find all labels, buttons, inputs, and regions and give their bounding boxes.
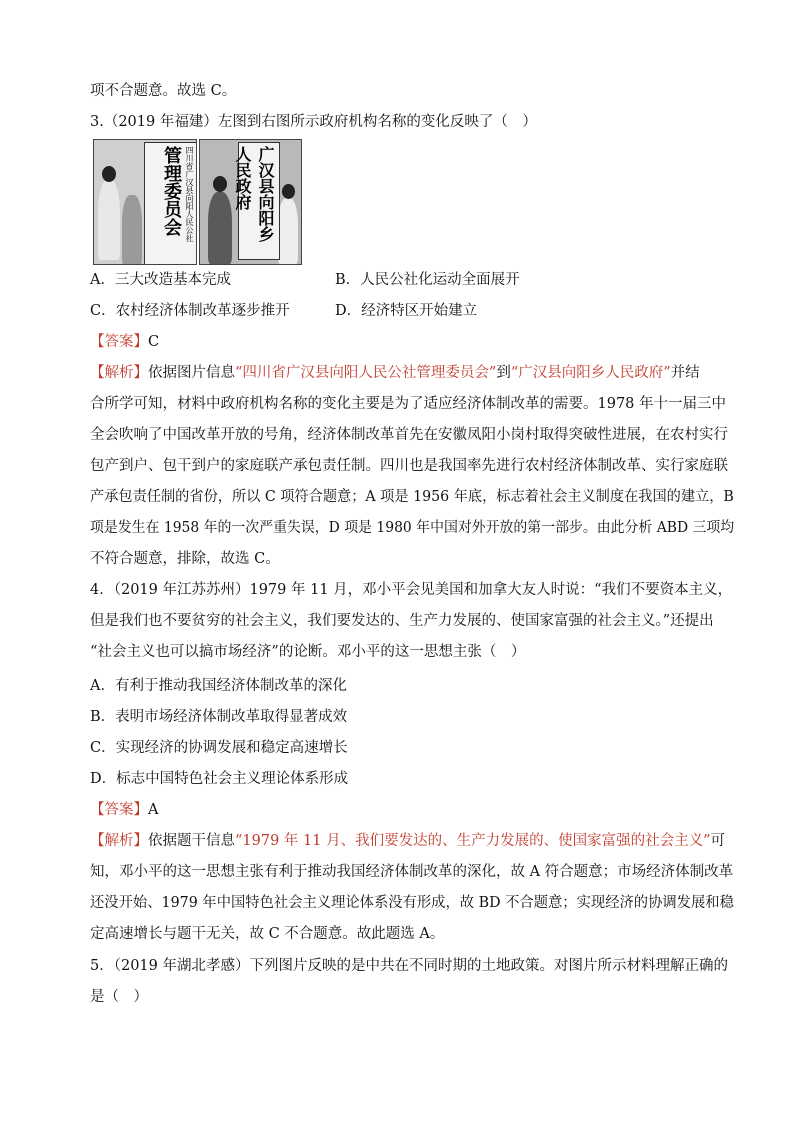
q3-option-b: B．人民公社化运动全面展开 [335, 272, 520, 288]
question-3-stem: 3.（2019 年福建）左图到右图所示政府机构名称的变化反映了（ ） [90, 114, 537, 130]
highlight-quote: “四川省广汉县向阳人民公社管理委员会” [235, 365, 497, 381]
explanation-text: 可 [710, 833, 726, 849]
q3-explanation-line-4: 包产到户、包干到户的家庭联产承包责任制。四川也是我国率先进行农村经济体制改革、实行家庭联 [90, 458, 728, 474]
q3-explanation-line-1 [90, 363, 700, 383]
question-4-stem-2: 但是我们也不要贫穷的社会主义，我们要发达的、生产力发展的、使国家富强的社会主义。”还提出 [90, 613, 714, 629]
right-sign: 广汉县向阳乡人民政府 [238, 142, 280, 260]
explanation-text: 到 [496, 365, 511, 381]
q3-explanation-line-6: 项是发生在 1958 年的一次严重失误，D 项是 1980 年中国对外开放的第一部步。由此分析 ABD 三项均 [90, 520, 735, 536]
left-sign-small-text: 四川省广汉县向阳人民公社 [185, 146, 194, 242]
q4-explanation-line-3: 还没开始、1979 年中国特色社会主义理论体系没有形成，故 BD 不合题意；实现经济的协调发展和稳 [90, 895, 734, 911]
q3-answer [90, 332, 159, 352]
text-line: 项不合题意。故选 C。 [90, 83, 237, 99]
left-sign [144, 142, 197, 265]
q3-option-c: C．农村经济体制改革逐步推开 [90, 303, 290, 319]
q4-option-d: D．标志中国特色社会主义理论体系形成 [90, 771, 349, 787]
q4-option-a: A．有利于推动我国经济体制改革的深化 [90, 678, 347, 694]
q4-explanation-line-1 [90, 831, 725, 851]
q4-explanation-line-2: 知，邓小平的这一思想主张有利于推动我国经济体制改革的深化，故 A 符合题意；市场经济体制改革 [90, 864, 734, 880]
explanation-text: 并结 [670, 365, 700, 381]
explanation-text: 依据题干信息 [148, 833, 235, 849]
highlight-quote: “广汉县向阳乡人民政府” [510, 365, 671, 381]
answer-value: C [148, 334, 160, 350]
left-photo [93, 139, 197, 265]
q4-option-c: C．实现经济的协调发展和稳定高速增长 [90, 740, 348, 756]
q3-option-a: A．三大改造基本完成 [90, 272, 231, 288]
q3-explanation-line-5: 产承包责任制的省份，所以 C 项符合题意；A 项是 1956 年底，标志着社会主义制度在我国的建立，B [90, 489, 734, 505]
q4-option-b: B．表明市场经济体制改革取得显著成效 [90, 709, 348, 725]
q3-explanation-line-7: 不符合题意，排除，故选 C。 [90, 551, 280, 567]
left-sign-large-text: 管理委员会 [161, 146, 182, 236]
question-5-stem-2: 是（ ） [90, 989, 148, 1005]
right-photo [199, 139, 302, 265]
answer-value: A [148, 802, 159, 818]
q4-answer [90, 800, 158, 820]
answer-label: 【答案】 [90, 334, 148, 350]
question-4-stem-3: “社会主义也可以搞市场经济”的论断。邓小平的这一思想主张（ ） [90, 644, 526, 660]
question-4-stem-1: 4．（2019 年江苏苏州）1979 年 11 月，邓小平会见美国和加拿大友人时说：“我们不要资本主义， [90, 582, 733, 598]
question-5-stem-1: 5．（2019 年湖北孝感）下列图片反映的是中共在不同时期的土地政策。对图片所示材料理解正确的 [90, 958, 728, 974]
explanation-label: 【解析】 [90, 833, 148, 849]
q3-option-d: D．经济特区开始建立 [335, 303, 478, 319]
highlight-quote: “1979 年 11 月、我们要发达的、生产力发展的、使国家富强的社会主义” [235, 833, 711, 849]
q3-explanation-line-2: 合所学可知，材料中政府机构名称的变化主要是为了适应经济体制改革的需要。1978 年十一届三中 [90, 396, 727, 412]
q4-explanation-line-4: 定高速增长与题干无关，故 C 不合题意。故此题选 A。 [90, 926, 445, 942]
answer-label: 【答案】 [90, 802, 148, 818]
explanation-label: 【解析】 [90, 365, 148, 381]
explanation-text: 依据图片信息 [148, 365, 235, 381]
q3-explanation-line-3: 全会吹响了中国改革开放的号角，经济体制改革首先在安徽凤阳小岗村取得突破性进展，在农村实行 [90, 427, 728, 443]
